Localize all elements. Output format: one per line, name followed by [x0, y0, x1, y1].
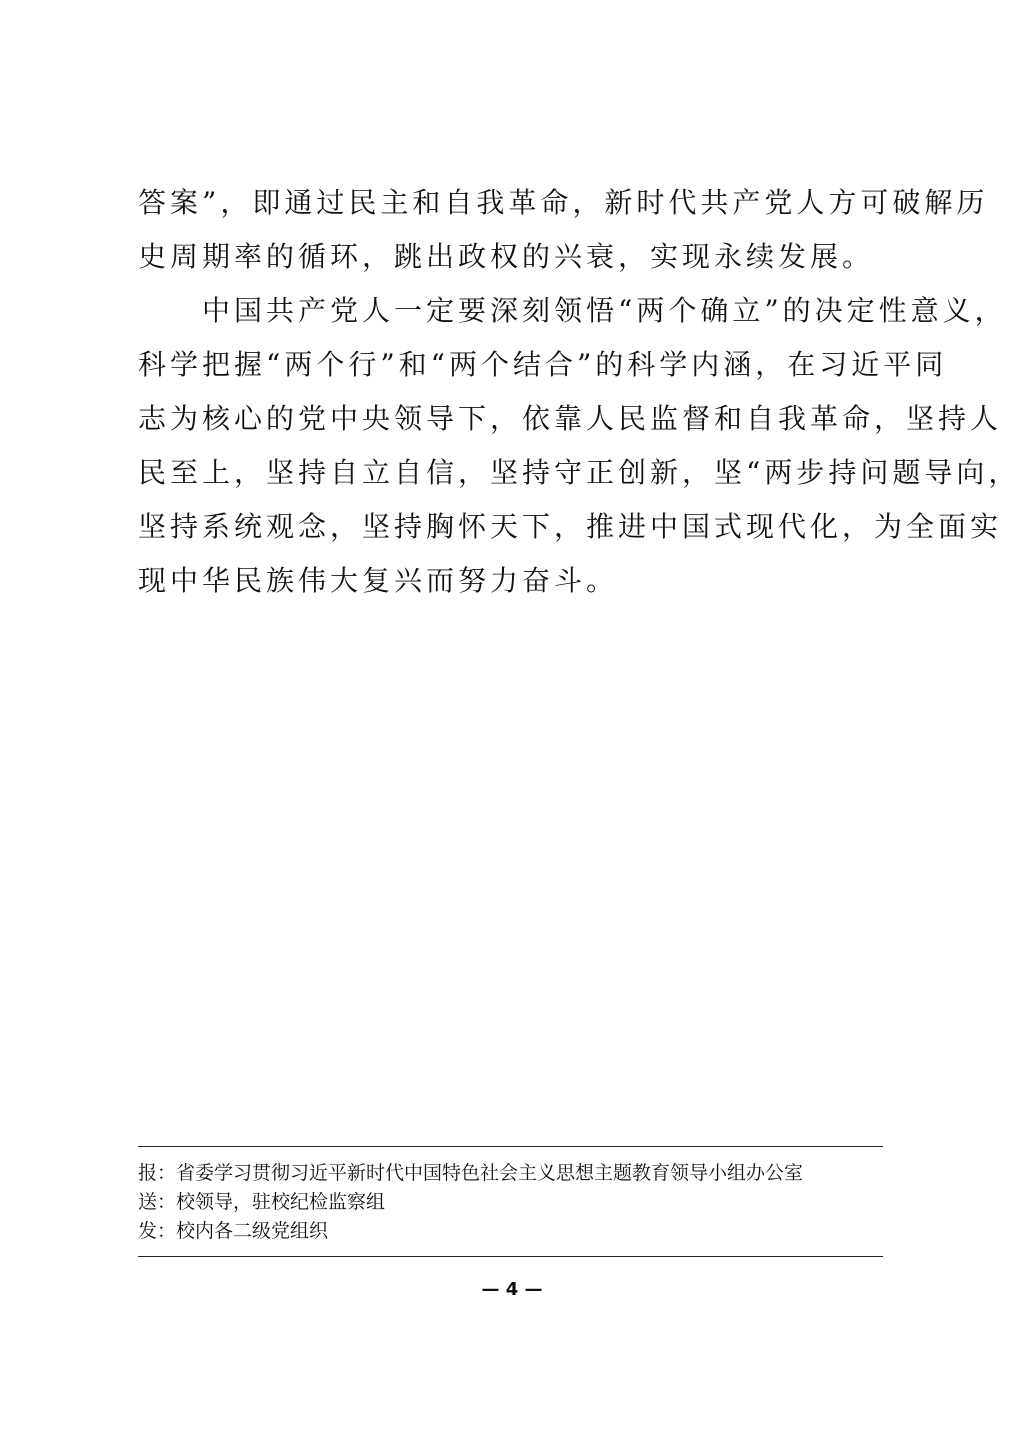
body-line: 民至上，坚持自立自信，坚持守正创新，坚“两步持问题导向，	[138, 456, 1021, 489]
distribution-block	[138, 1146, 884, 1257]
body-line: 中国共产党人一定要深刻领悟“两个确立”的决定性意义，	[138, 294, 1007, 327]
send-to-line: 送：校领导，驻校纪检监察组	[138, 1191, 386, 1213]
distribution-list	[138, 1147, 884, 1256]
page-number: — 4 —	[481, 1279, 543, 1300]
body-line: 坚持系统观念，坚持胸怀天下，推进中国式现代化，为全面实	[138, 510, 1003, 543]
report-to-line: 报：省委学习贯彻习近平新时代中国特色社会主义思想主题教育领导小组办公室	[138, 1162, 804, 1184]
body-text	[138, 176, 1021, 608]
body-line: 史周期率的循环，跳出政权的兴衰，实现永续发展。	[138, 240, 875, 273]
body-line: 志为核心的党中央领导下，依靠人民监督和自我革命，坚持人	[138, 402, 1003, 435]
bottom-divider	[138, 1256, 883, 1257]
body-line: 科学把握“两个行”和“两个结合”的科学内涵，在习近平同	[138, 348, 948, 381]
issue-to-line: 发：校内各二级党组织	[138, 1220, 329, 1242]
body-line: 现中华民族伟大复兴而努力奋斗。	[138, 564, 619, 597]
body-line: 答案”，即通过民主和自我革命，新时代共产党人方可破解历	[138, 186, 989, 219]
